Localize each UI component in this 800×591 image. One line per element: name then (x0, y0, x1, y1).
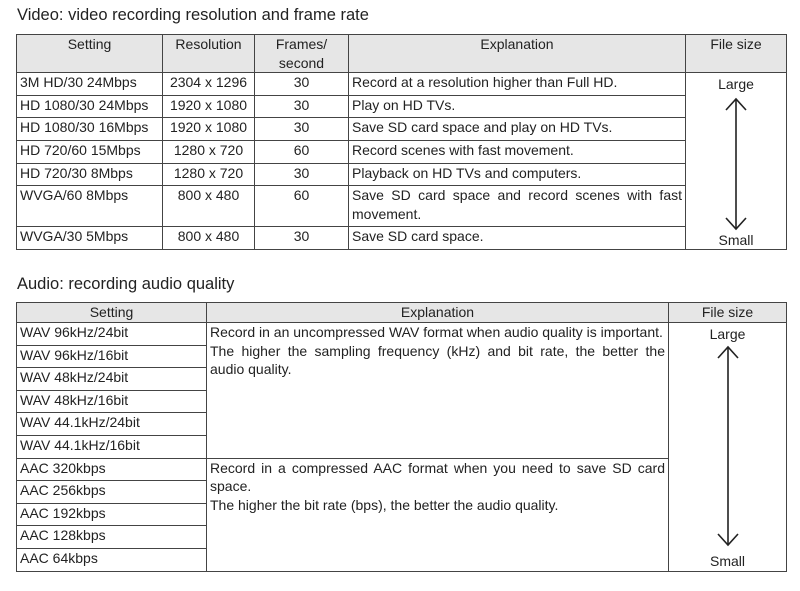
video-resolution-cell: 1280 x 720 (163, 163, 255, 186)
table-row (17, 227, 787, 250)
table-row (17, 323, 787, 346)
video-resolution-cell: 1920 x 1080 (163, 118, 255, 141)
video-resolution-cell: 800 x 480 (163, 227, 255, 250)
video-explanation-cell: Save SD card space and play on HD TVs. (349, 118, 686, 141)
video-explanation-cell: Save SD card space and record scenes with fast movement. (349, 186, 686, 227)
video-settings-table (16, 34, 787, 250)
audio-setting-cell: WAV 44.1kHz/16bit (17, 435, 207, 458)
audio-header-setting: Setting (17, 303, 207, 323)
video-fps-cell: 30 (255, 118, 349, 141)
video-filesize-small: Small (718, 231, 754, 248)
wav-explanation-cell: Record in an uncompressed WAV format when audio quality is important. The higher the sampling frequency (kHz) and bit rate, the better the audio quality. (207, 323, 669, 459)
audio-header-filesize: File size (669, 303, 787, 323)
double-arrow-icon (724, 97, 748, 231)
video-resolution-cell: 2304 x 1296 (163, 73, 255, 96)
video-setting-cell: HD 1080/30 16Mbps (17, 118, 163, 141)
audio-filesize-small: Small (709, 553, 745, 570)
audio-section-title: Audio: recording audio quality (17, 275, 235, 293)
audio-setting-cell: WAV 96kHz/24bit (17, 323, 207, 346)
video-fps-cell: 30 (255, 95, 349, 118)
video-header-filesize: File size (686, 35, 787, 73)
video-fps-cell: 30 (255, 163, 349, 186)
audio-setting-cell: WAV 48kHz/16bit (17, 390, 207, 413)
video-setting-cell: HD 720/60 15Mbps (17, 141, 163, 164)
audio-header-explanation: Explanation (207, 303, 669, 323)
audio-header-row (17, 303, 787, 323)
video-setting-cell: HD 720/30 8Mbps (17, 163, 163, 186)
video-explanation-cell: Record at a resolution higher than Full HD. (349, 73, 686, 96)
video-filesize-large: Large (718, 76, 754, 92)
video-setting-cell: HD 1080/30 24Mbps (17, 95, 163, 118)
video-resolution-cell: 800 x 480 (163, 186, 255, 227)
table-row (17, 73, 787, 96)
audio-setting-cell: WAV 96kHz/16bit (17, 345, 207, 368)
video-header-row (17, 35, 787, 73)
video-fps-cell: 60 (255, 141, 349, 164)
video-setting-cell: WVGA/60 8Mbps (17, 186, 163, 227)
aac-explanation-cell: Record in a compressed AAC format when you need to save SD card space. The higher the bit rate (bps), the better the audio quality. (207, 458, 669, 571)
video-resolution-cell: 1280 x 720 (163, 141, 255, 164)
video-header-resolution: Resolution (163, 35, 255, 73)
video-explanation-cell: Record scenes with fast movement. (349, 141, 686, 164)
video-explanation-cell: Playback on HD TVs and computers. (349, 163, 686, 186)
audio-filesize-scale (669, 323, 787, 572)
video-filesize-scale (686, 73, 787, 250)
video-explanation-cell: Save SD card space. (349, 227, 686, 250)
video-setting-cell: WVGA/30 5Mbps (17, 227, 163, 250)
video-setting-cell: 3M HD/30 24Mbps (17, 73, 163, 96)
audio-setting-cell: WAV 44.1kHz/24bit (17, 413, 207, 436)
table-row (17, 163, 787, 186)
video-header-frames: Frames/ second (255, 35, 349, 73)
table-row (17, 141, 787, 164)
video-fps-cell: 60 (255, 186, 349, 227)
audio-setting-cell: AAC 320kbps (17, 458, 207, 481)
video-resolution-cell: 1920 x 1080 (163, 95, 255, 118)
table-row (17, 118, 787, 141)
audio-setting-cell: AAC 64kbps (17, 548, 207, 571)
video-header-explanation: Explanation (349, 35, 686, 73)
table-row (17, 186, 787, 227)
video-header-setting: Setting (17, 35, 163, 73)
video-explanation-cell: Play on HD TVs. (349, 95, 686, 118)
video-section-title: Video: video recording resolution and frame rate (17, 6, 369, 24)
double-arrow-icon (716, 345, 740, 547)
audio-setting-cell: AAC 256kbps (17, 481, 207, 504)
table-row (17, 95, 787, 118)
audio-filesize-large: Large (709, 326, 746, 342)
audio-setting-cell: WAV 48kHz/24bit (17, 368, 207, 391)
video-fps-cell: 30 (255, 227, 349, 250)
video-fps-cell: 30 (255, 73, 349, 96)
audio-setting-cell: AAC 128kbps (17, 526, 207, 549)
audio-settings-table (16, 302, 787, 572)
audio-setting-cell: AAC 192kbps (17, 503, 207, 526)
